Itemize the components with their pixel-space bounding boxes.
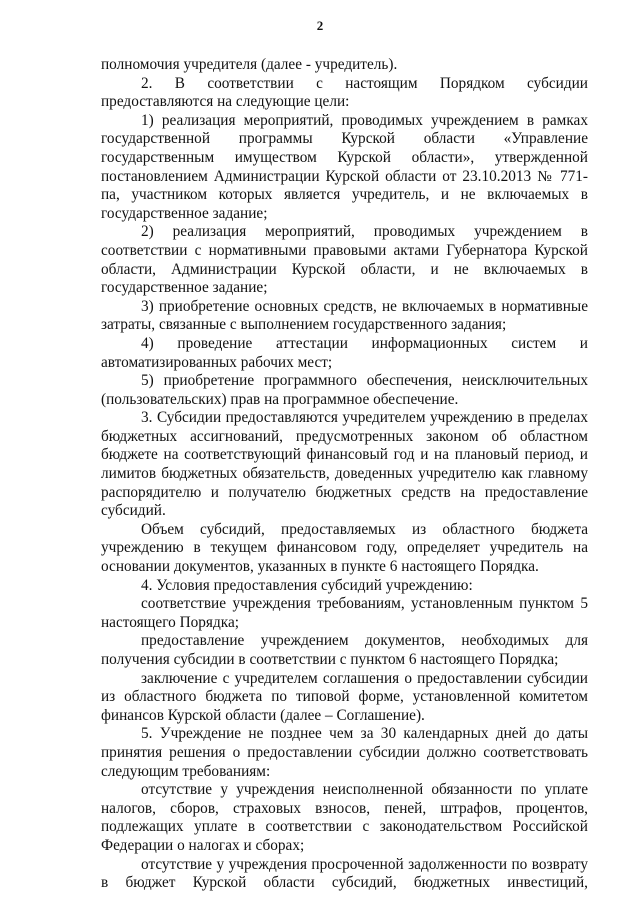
paragraph: соответствие учреждения требованиям, установленным пунктом 5 настоящего Порядка; (101, 595, 588, 631)
paragraph: 5) приобретение программного обеспечения, неисключительных (пользовательских) прав на программное обеспечение. (101, 372, 588, 408)
paragraph: 4) проведение аттестации информационных систем и автоматизированных рабочих мест; (101, 334, 588, 371)
paragraph: предоставление учреждением документов, необходимых для получения субсидии в соответствии с пунктом 6 настоящего Порядка; (101, 632, 588, 668)
paragraph: 3) приобретение основных средств, не включаемых в нормативные затраты, связанные с выполнением государственного задания; (101, 297, 588, 334)
page-number: 2 (316, 18, 324, 33)
document-body (101, 56, 588, 893)
paragraph: 2. В соответствии с настоящим Порядком субсидии предоставляются на следующие цели: (101, 74, 588, 111)
paragraph: полномочия учредителя (далее - учредитель). (101, 56, 398, 73)
paragraph: 2) реализация мероприятий, проводимых учреждением в соответствии с нормативными правовыми актами Губернатора Курской области, Администрации Курской области, и не включаемых в государственное задание; (101, 223, 588, 297)
paragraph: 1) реализация мероприятий, проводимых учреждением в рамках государственной программы Курской области «Управление государственным имуществом Курской области», утвержденной постановлением Администрации Курской области от 23.10.2013 № 771-па, участником которых является учредитель, и не включаемых в государственное задание; (101, 111, 588, 222)
paragraph: 4. Условия предоставления субсидий учреждению: (141, 576, 473, 594)
paragraph: отсутствие у учреждения неисполненной обязанности по уплате налогов, сборов, страховых взносов, пеней, штрафов, процентов, подлежащих уплате в соответствии с законодательством Российской Федерации о налогах и сборах; (101, 781, 588, 854)
paragraph: 5. Учреждение не позднее чем за 30 календарных дней до даты принятия решения о предоставлении субсидии должно соответствовать следующим требованиям: (101, 725, 588, 780)
paragraph: заключение с учредителем соглашения о предоставлении субсидии из областного бюджета по типовой форме, установленной комитетом финансов Курской области (далее – Соглашение). (101, 669, 588, 724)
paragraph: отсутствие у учреждения просроченной задолженности по возврату в бюджет Курской области субсидий, бюджетных инвестиций, (101, 855, 588, 892)
paragraph: 3. Субсидии предоставляются учредителем учреждению в пределах бюджетных ассигнований, предусмотренных законом об областном бюджете на соответствующий финансовый год и на плановый период, и лимитов бюджетных обязательств, доведенных учредителю как главному распорядителю и получателю бюджетных средств на предоставление субсидий. (101, 409, 588, 520)
paragraph: Объем субсидий, предоставляемых из областного бюджета учреждению в текущем финансовом году, определяет учредитель на основании документов, указанных в пункте 6 настоящего Порядка. (101, 520, 588, 576)
